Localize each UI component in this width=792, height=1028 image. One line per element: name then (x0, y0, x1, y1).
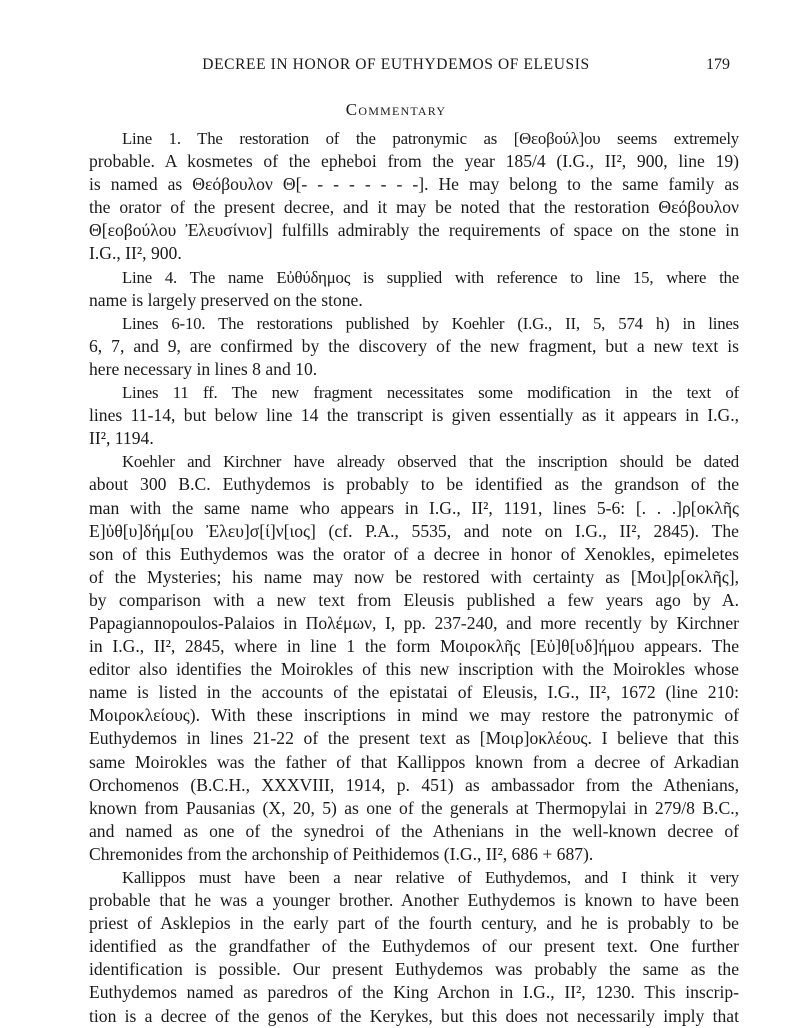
text-line: and named as one of the synedroi of the Athenians in the well-known decree of (89, 820, 739, 841)
text-line: lines 11-14, but below line 14 the transcript is given essentially as it appears in I.G., (89, 405, 739, 426)
text-line: known from Pausanias (X, 20, 5) as one of the generals at Thermopylai in 279/8 B.C., (89, 797, 739, 818)
text-line: identification is possible. Our present Euthydemos was probably the same as the (89, 959, 739, 980)
paragraph-lines-11-ff (89, 381, 739, 450)
text-line: in I.G., II², 2845, where in line 1 the form Μοιροκλῆς [Εὐ]θ[υδ]ήμου appears. The (89, 636, 739, 657)
text-line: name is listed in the accounts of the epistatai of Eleusis, I.G., II², 1672 (line 210: (89, 682, 739, 703)
text-line: Euthydemos named as paredros of the King Archon in I.G., II², 1230. This inscrip- (89, 982, 739, 1003)
text-line: about 300 B.C. Euthydemos is probably to be identified as the grandson of the (89, 474, 739, 495)
paragraph-kallippos (89, 866, 739, 1028)
text-line: Orchomenos (B.C.H., XXXVIII, 1914, p. 451) as ambassador from the Athenians, (89, 774, 739, 795)
text-line: 6, 7, and 9, are confirmed by the discovery of the new fragment, but a new text is (89, 335, 739, 356)
text-line: Ε]ὐθ[υ]δήμ[ου Ἐλευ]σ[ί]ν[ιος] (cf. P.A., 5535, and note on I.G., II², 2845). The (89, 520, 739, 541)
text-line: tion is a decree of the genos of the Kerykes, but this does not necessarily imply that (89, 1005, 739, 1026)
text-line: is named as Θεόβουλον Θ[- - - - - - - -]. He may belong to the same family as (89, 174, 739, 195)
text-line: I.G., II², 900. (89, 243, 182, 264)
text-line: editor also identifies the Moirokles of this new inscription with the Moirokles whose (89, 659, 739, 680)
text-line: Koehler and Kirchner have already observed that the inscription should be dated (122, 452, 739, 472)
text-line: Lines 6-10. The restorations published by Koehler (I.G., II, 5, 574 h) in lines (122, 313, 739, 333)
text-line: by comparison with a new text from Eleusis published a few years ago by A. (89, 589, 739, 610)
text-line: the orator of the present decree, and it may be noted that the restoration Θεόβουλον (89, 197, 739, 218)
text-line: same Moirokles was the father of that Kallippos known from a decree of Arkadian (89, 751, 739, 772)
text-line: son of this Euthydemos was the orator of a decree in honor of Xenokles, epimeletes (89, 543, 739, 564)
page-number: 179 (706, 56, 730, 73)
text-line: man with the same name who appears in I.G., II², 1191, lines 5-6: [. . .]ρ[οκλῆς (89, 497, 739, 518)
text-line: probable that he was a younger brother. Another Euthydemos is known to have been (89, 890, 739, 911)
commentary-body (89, 127, 739, 1028)
paragraph-line-4 (89, 266, 739, 312)
text-line: Μοιροκλείους). With these inscriptions in mind we may restore the patronymic of (89, 705, 739, 726)
text-line: Chremonides from the archonship of Peithidemos (I.G., II², 686 + 687). (89, 843, 594, 864)
text-line: here necessary in lines 8 and 10. (89, 358, 318, 379)
running-title: DECREE IN HONOR OF EUTHYDEMOS OF ELEUSIS (202, 56, 590, 73)
text-line: Kallippos must have been a near relative of Euthydemos, and I think it very (122, 868, 739, 887)
text-line: Line 4. The name Εὐθύδημος is supplied with reference to line 15, where the (122, 267, 739, 287)
text-line: priest of Asklepios in the early part of the fourth century, and he is probably to be (89, 913, 739, 934)
text-line: of the Mysteries; his name may now be restored with certainty as [Μοι]ρ[οκλῆς], (89, 566, 739, 587)
text-line: Line 1. The restoration of the patronymic as [Θεοβούλ]ου seems extremely (122, 129, 739, 148)
paragraph-dating (89, 450, 739, 866)
text-line: identified as the grandfather of the Euthydemos of our present text. One further (89, 936, 739, 957)
text-line: Θ[εοβούλου Ἐλευσίνιον] fulfills admirably the requirements of space on the stone in (89, 220, 739, 241)
text-line: probable. A kosmetes of the epheboi from the year 185/4 (I.G., II², 900, line 19) (89, 151, 739, 172)
running-head (0, 56, 792, 78)
section-heading: Commentary (345, 100, 447, 119)
text-line: Lines 11 ff. The new fragment necessitates some modification in the text of (122, 383, 739, 403)
text-line: name is largely preserved on the stone. (89, 289, 363, 310)
text-line: Papagiannopoulos-Palaios in Πολέμων, I, pp. 237-240, and more recently by Kirchner (89, 612, 739, 633)
text-line: II², 1194. (89, 428, 154, 449)
text-line: Euthydemos in lines 21-22 of the present text as [Μοιρ]οκλέους. I believe that this (89, 728, 739, 749)
paragraph-line-1 (89, 127, 739, 266)
paragraph-lines-6-10 (89, 312, 739, 381)
